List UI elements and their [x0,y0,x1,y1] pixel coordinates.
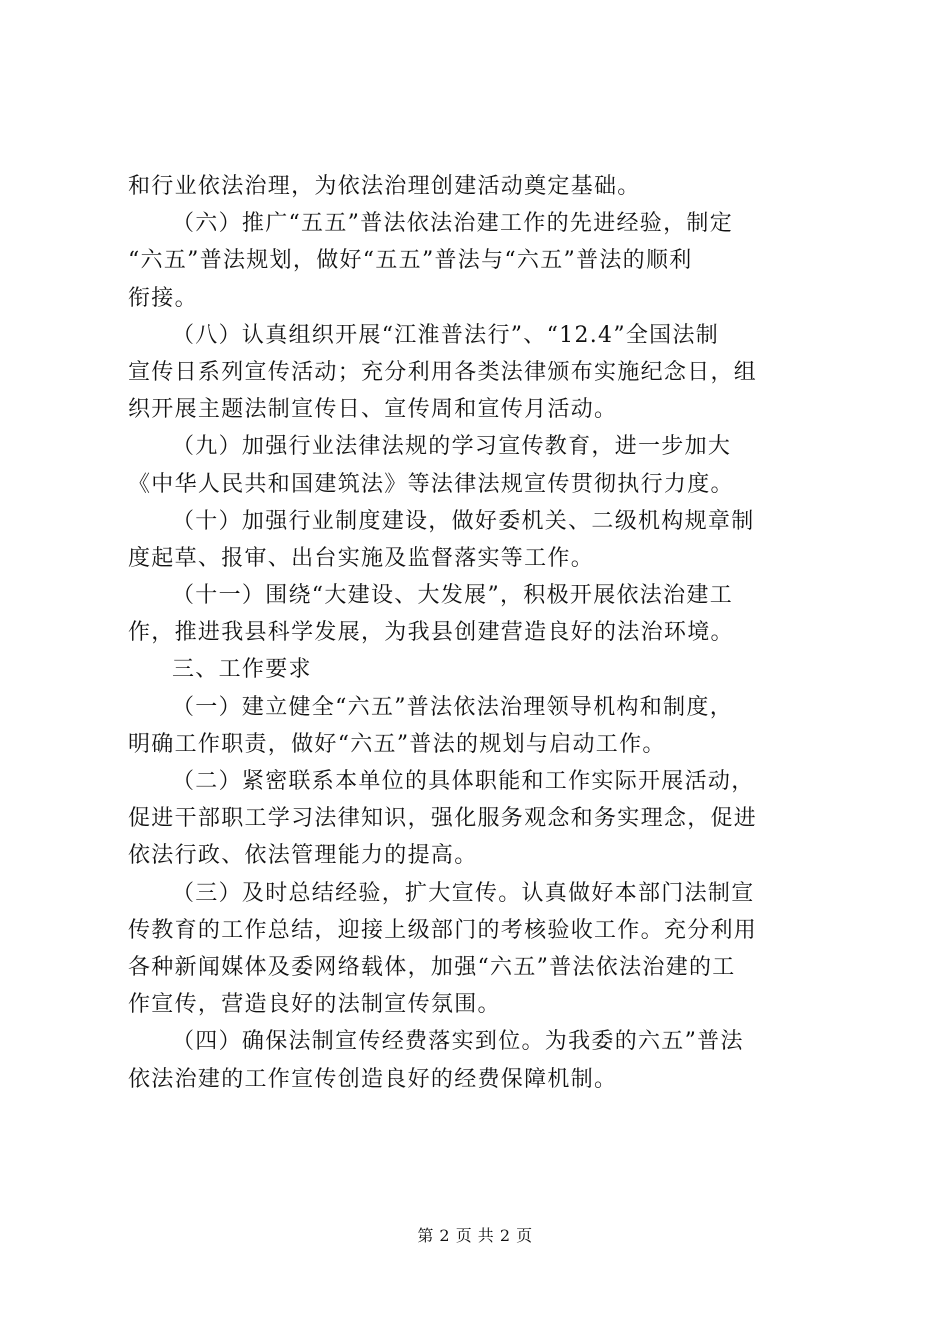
text-line: 传教育的工作总结，迎接上级部门的考核验收工作。充分利用 [128,917,758,943]
text-line: （八）认真组织开展“江淮普法行”、“12.4”全国法制 [172,322,720,348]
text-line: （四）确保法制宣传经费落实到位。为我委的六五”普法 [172,1029,744,1055]
text-line: （三）及时总结经验，扩大宣传。认真做好本部门法制宣 [172,880,755,906]
text-line: 度起草、报审、出台实施及监督落实等工作。 [128,545,595,571]
text-line: “六五”普法规划，做好“五五”普法与“六五”普法的顺利 [128,248,693,274]
text-line: 《中华人民共和国建筑法》等法律法规宣传贯彻执行力度。 [128,471,734,497]
text-line: 衔接。 [128,285,198,311]
text-line: （十一）围绕“大建设、大发展”，积极开展依法治建工 [172,583,733,609]
text-line: 明确工作职责，做好“六五”普法的规划与启动工作。 [128,731,666,757]
text-line: 依法行政、依法管理能力的提高。 [128,843,478,869]
text-line: （一）建立健全“六五”普法依法治理领导机构和制度， [172,694,733,720]
text-line: （六）推广“五五”普法依法治建工作的先进经验，制定 [172,211,733,237]
document-body [128,168,828,1098]
text-line: 作，推进我县科学发展，为我县创建营造良好的法治环境。 [128,620,734,646]
section-heading: 三、工作要求 [172,657,312,683]
text-line: 宣传日系列宣传活动；充分利用各类法律颁布实施纪念日，组 [128,359,758,385]
text-line: 织开展主题法制宣传日、宣传周和宣传月活动。 [128,397,618,423]
text-line: 依法治建的工作宣传创造良好的经费保障机制。 [128,1066,618,1092]
text-line: 作宣传，营造良好的法制宣传氛围。 [128,992,501,1018]
page-number-footer: 第 2 页 共 2 页 [417,1226,533,1245]
text-line: 各种新闻媒体及委网络载体，加强“六五”普法依法治建的工 [128,954,736,980]
text-line: 促进干部职工学习法律知识，强化服务观念和务实理念，促进 [128,806,758,832]
text-line: （二）紧密联系本单位的具体职能和工作实际开展活动， [172,769,755,794]
text-line: （九）加强行业法律法规的学习宣传教育，进一步加大 [172,434,732,460]
text-line: 和行业依法治理，为依法治理创建活动奠定基础。 [128,174,641,199]
text-line: （十）加强行业制度建设，做好委机关、二级机构规章制 [172,508,755,534]
